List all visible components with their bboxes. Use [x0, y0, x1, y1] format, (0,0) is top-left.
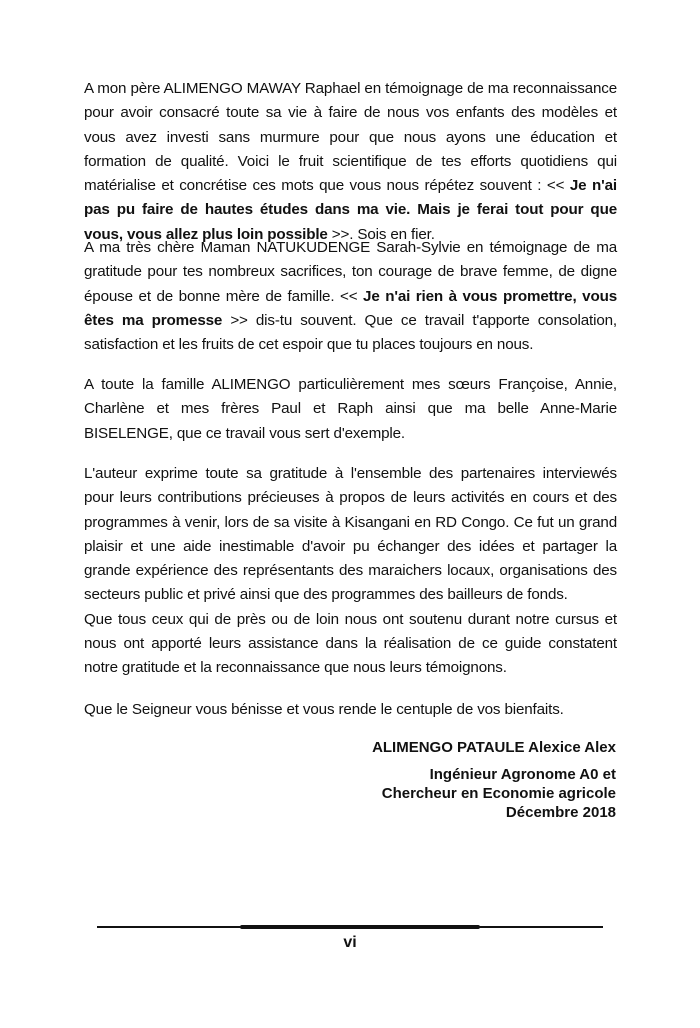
page-number: vi [343, 934, 357, 951]
dedication-father-end: >>. Sois en fier. [327, 225, 435, 243]
author-name: ALIMENGO PATAULE Alexice Alex [372, 739, 616, 756]
dedication-mother-end: >> dis-tu souvent. Que ce travail t'apporte consolation, satisfaction et les fruits de cet espoir que tu places toujours en nous. [84, 311, 617, 354]
dedication-father-text: A mon père ALIMENGO MAWAY Raphael en témoignage de ma reconnaissance pour avoir consacré toute sa vie à faire de nous vos enfants des modèles et vous avez investi sans murmure pour que nous ayons une éducation et formation de qualité. Voici le fruit scientifique de tes efforts quotidiens qui matérialise et concrétise ces mots que vous nous répétez souvent : << [84, 80, 617, 195]
dedication-father-paragraph [84, 77, 617, 247]
father-quote: Je n'ai pas pu faire de hautes études dans ma vie. Mais je ferai tout pour que vous, vous allez plus loin possible [84, 177, 617, 243]
author-date: Décembre 2018 [505, 804, 616, 821]
footer-rule-accent [240, 925, 480, 929]
mother-quote: Je n'ai rien à vous promettre, vous êtes ma promesse [84, 287, 617, 329]
dedication-mother-paragraph [84, 236, 617, 357]
dedication-mother-text: A ma très chère Maman NATUKUDENGE Sarah-Sylvie en témoignage de ma gratitude pour tes nombreux sacrifices, ton courage de brave femme, de digne épouse et de bonne mère de famille. << [84, 239, 617, 305]
author-title-line2: Chercheur en Economie agricole [381, 785, 616, 802]
author-title-line1: Ingénieur Agronome A0 et [429, 766, 616, 783]
dedication-family-paragraph: A toute la famille ALIMENGO particulièrement mes sœurs Françoise, Annie, Charlène et mes frères Paul et Raph ainsi que ma belle Anne-Marie BISELENGE, que ce travail vous sert d'exemple. [84, 376, 617, 442]
author-credentials [216, 765, 616, 822]
acknowledgements-block [84, 462, 617, 681]
acknowledgements-partners-paragraph: L'auteur exprime toute sa gratitude à l'ensemble des partenaires interviewés pour leurs contributions précieuses à propos de leurs activités en cours et des programmes à venir, lors de sa visite à Kisangani en RD Congo. Ce fut un grand plaisir et une aide inestimable d'avoir pu échanger des idées et partager la grande expérience des représentants des maraichers locaux, organisations des secteurs public et privé ainsi que des programmes des bailleurs de fonds. [84, 465, 617, 604]
acknowledgements-supporters-paragraph: Que tous ceux qui de près ou de loin nous ont soutenu durant notre cursus et nous ont apporté leurs assistance dans la réalisation de ce guide constatent notre gratitude et la reconnaissance que nous leurs témoignons. [84, 610, 617, 677]
blessing-paragraph: Que le Seigneur vous bénisse et vous rende le centuple de vos bienfaits. [84, 701, 564, 718]
